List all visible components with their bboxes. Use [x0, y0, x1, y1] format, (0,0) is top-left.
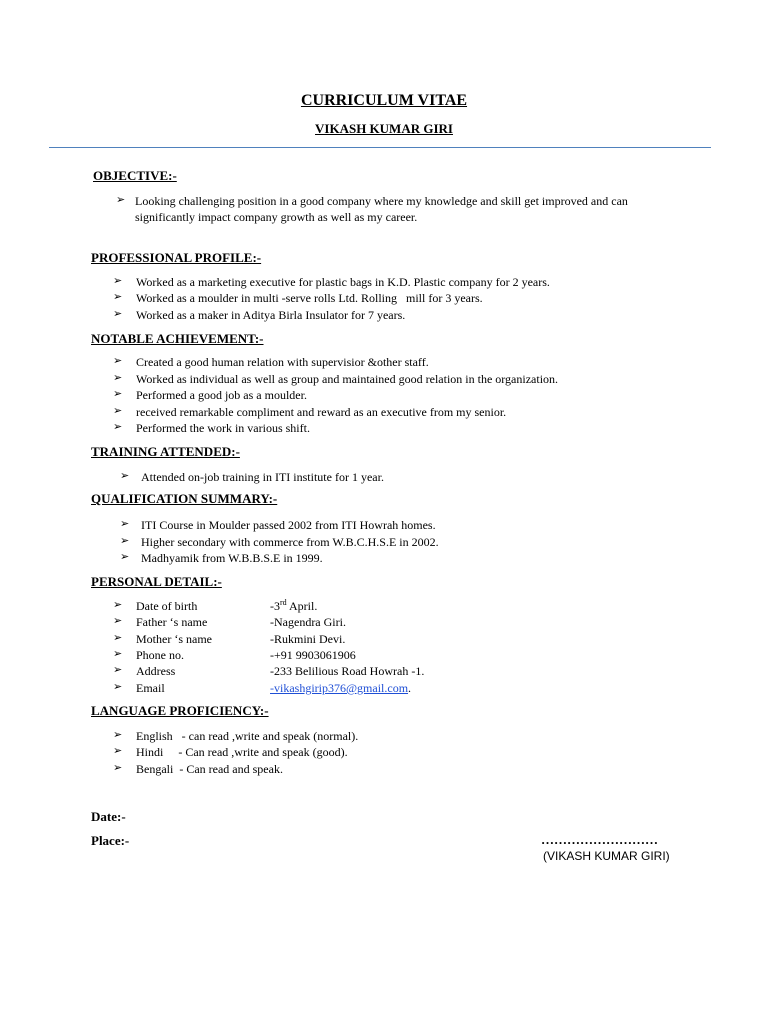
bullet-arrow-icon: ➢ [113, 648, 123, 660]
bullet-arrow-icon: ➢ [113, 372, 123, 384]
list-item: Performed a good job as a moulder. [136, 388, 307, 402]
bullet-arrow-icon: ➢ [120, 551, 130, 563]
list-item: Worked as individual as well as group and maintained good relation in the organization. [136, 372, 559, 386]
bullet-arrow-icon: ➢ [113, 664, 123, 676]
list-item: Worked as a moulder in multi -serve rolls Ltd. Rolling mill for 3 years. [136, 291, 483, 305]
bullet-arrow-icon: ➢ [113, 632, 123, 644]
detail-label: Email [136, 681, 165, 695]
detail-label: Mother ‘s name [136, 632, 212, 646]
list-item: received remarkable compliment and reward as an executive from my senior. [136, 405, 507, 419]
email-link[interactable]: -vikashgirip376@gmail.com [270, 681, 409, 695]
document-title: CURRICULUM VITAE [300, 92, 468, 109]
bullet-arrow-icon: ➢ [113, 745, 123, 757]
bullet-arrow-icon: ➢ [116, 194, 126, 206]
detail-label: Address [136, 664, 176, 678]
bullet-arrow-icon: ➢ [120, 470, 130, 482]
bullet-arrow-icon: ➢ [113, 405, 123, 417]
bullet-arrow-icon: ➢ [120, 518, 130, 530]
list-item: Madhyamik from W.B.B.S.E in 1999. [141, 551, 323, 565]
signature-line: ……………………… [541, 832, 658, 847]
signature-name: (VIKASH KUMAR GIRI) [543, 849, 670, 863]
bullet-arrow-icon: ➢ [113, 599, 123, 611]
personal-detail-heading: PERSONAL DETAIL:- [91, 574, 222, 589]
qualification-heading: QUALIFICATION SUMMARY:- [91, 491, 278, 506]
bullet-arrow-icon: ➢ [113, 762, 123, 774]
list-item: Attended on-job training in ITI institute for 1 year. [141, 470, 384, 484]
bullet-arrow-icon: ➢ [113, 681, 123, 693]
detail-label: Date of birth [136, 599, 198, 613]
list-item: ITI Course in Moulder passed 2002 from ITI Howrah homes. [141, 518, 436, 532]
bullet-arrow-icon: ➢ [113, 388, 123, 400]
header-divider [49, 147, 711, 148]
objective-text-line2: significantly impact company growth as well as my career. [135, 210, 418, 224]
notable-achievement-heading: NOTABLE ACHIEVEMENT:- [91, 331, 264, 346]
candidate-name: VIKASH KUMAR GIRI [315, 121, 453, 136]
email-value: -vikashgirip376@gmail.com. [270, 681, 412, 695]
bullet-arrow-icon: ➢ [113, 729, 123, 741]
detail-value: -233 Belilious Road Howrah -1. [270, 664, 425, 678]
training-heading: TRAINING ATTENDED:- [91, 444, 240, 459]
detail-value: -Nagendra Giri. [270, 615, 346, 629]
list-item: English - can read ,write and speak (normal). [136, 729, 359, 743]
list-item: Worked as a maker in Aditya Birla Insulator for 7 years. [136, 308, 406, 322]
bullet-arrow-icon: ➢ [120, 535, 130, 547]
bullet-arrow-icon: ➢ [113, 291, 123, 303]
objective-text-line1: Looking challenging position in a good company where my knowledge and skill get improved and can [135, 194, 628, 208]
bullet-arrow-icon: ➢ [113, 615, 123, 627]
bullet-arrow-icon: ➢ [113, 355, 123, 367]
detail-label: Phone no. [136, 648, 184, 662]
date-label: Date:- [91, 809, 126, 824]
detail-value-dob: -3rd April. [270, 598, 318, 613]
list-item: Performed the work in various shift. [136, 421, 310, 435]
language-heading: LANGUAGE PROFICIENCY:- [91, 703, 269, 718]
list-item: Hindi - Can read ,write and speak (good). [136, 745, 348, 759]
detail-value: -+91 9903061906 [270, 648, 356, 662]
bullet-arrow-icon: ➢ [113, 421, 123, 433]
detail-value: -Rukmini Devi. [270, 632, 346, 646]
professional-profile-heading: PROFESSIONAL PROFILE:- [91, 250, 262, 265]
bullet-arrow-icon: ➢ [113, 275, 123, 287]
list-item: Worked as a marketing executive for plastic bags in K.D. Plastic company for 2 years. [136, 275, 550, 289]
bullet-arrow-icon: ➢ [113, 308, 123, 320]
objective-heading: OBJECTIVE:- [93, 168, 177, 183]
list-item: Higher secondary with commerce from W.B.C.H.S.E in 2002. [141, 535, 439, 549]
place-label: Place:- [91, 833, 130, 848]
list-item: Bengali - Can read and speak. [136, 762, 283, 776]
list-item: Created a good human relation with supervisior &other staff. [136, 355, 429, 369]
detail-label: Father ‘s name [136, 615, 208, 629]
